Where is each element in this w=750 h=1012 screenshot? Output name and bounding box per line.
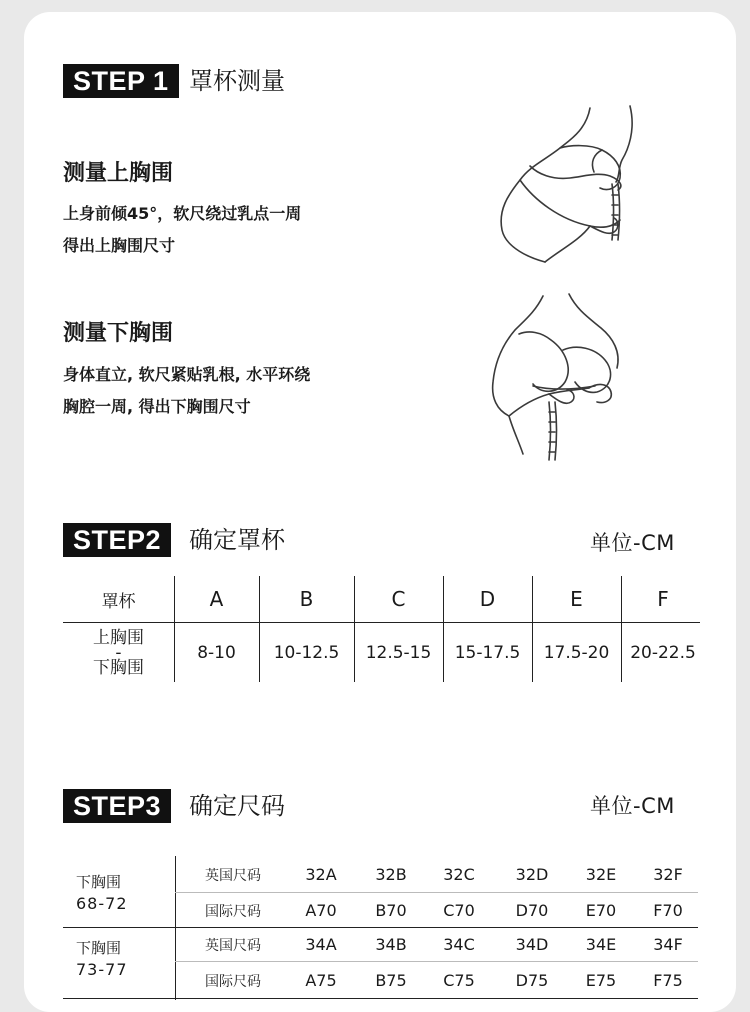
size-cell: 32F: [653, 865, 683, 884]
size-table-group-divider: [63, 998, 698, 999]
range-cell-a: 8-10: [197, 643, 236, 663]
cup-header-f: F: [657, 587, 669, 611]
cup-header-e: E: [570, 587, 583, 611]
size-cell: 34A: [305, 935, 337, 954]
size-cell: 32A: [305, 865, 337, 884]
size-group-1-range: 68-72: [76, 894, 128, 913]
uk-size-label: 英国尺码: [205, 868, 261, 884]
size-cell: B75: [375, 971, 407, 990]
size-cell: 34F: [653, 935, 683, 954]
size-cell: 32C: [443, 865, 475, 884]
under-bust-measure-illustration: [485, 290, 655, 465]
size-group-2-name: 下胸围: [76, 939, 122, 957]
size-cell: 32E: [585, 865, 617, 884]
step2-unit: 单位-CM: [590, 531, 675, 555]
size-cell: A75: [305, 971, 337, 990]
size-table-group-divider: [63, 927, 698, 928]
step3-title: 确定尺码: [189, 792, 285, 820]
size-cell: 34B: [375, 935, 407, 954]
step2-title: 确定罩杯: [189, 526, 285, 554]
under-bust-title: 测量下胸围: [63, 321, 174, 346]
step2-badge: STEP2: [63, 523, 171, 557]
bust-difference-label-dash: -: [115, 643, 122, 663]
size-cell: C70: [443, 901, 475, 920]
upper-bust-title: 测量上胸围: [63, 161, 174, 186]
cup-header-a: A: [209, 587, 224, 611]
size-cell: 32B: [375, 865, 407, 884]
range-cell-f: 20-22.5: [630, 643, 696, 663]
cup-header-c: C: [391, 587, 406, 611]
bust-difference-label-top: 上胸围: [93, 628, 144, 648]
step3-unit: 单位-CM: [590, 794, 675, 818]
size-cell: F70: [653, 901, 683, 920]
bust-difference-label-bottom: 下胸围: [93, 658, 144, 678]
size-group-1-name: 下胸围: [76, 873, 122, 891]
size-cell: D70: [515, 901, 549, 920]
size-cell: E75: [585, 971, 617, 990]
size-table-row-divider: [175, 892, 698, 893]
upper-bust-measure-illustration: [490, 100, 670, 265]
upper-bust-desc-line-2: 得出上胸围尺寸: [63, 236, 176, 255]
cup-header-b: B: [299, 587, 314, 611]
range-cell-d: 15-17.5: [454, 643, 521, 663]
size-cell: 34C: [443, 935, 475, 954]
size-cell: 34E: [585, 935, 617, 954]
under-bust-desc-line-1: 身体直立, 软尺紧贴乳根, 水平环绕: [63, 365, 311, 384]
upper-bust-desc: [63, 198, 301, 262]
size-table-row-divider: [175, 961, 698, 962]
step3-badge: STEP3: [63, 789, 171, 823]
size-table-col-line: [175, 856, 176, 1000]
size-group-1-label: [76, 871, 128, 915]
size-cell: A70: [305, 901, 337, 920]
size-cell: 34D: [515, 935, 549, 954]
range-cell-e: 17.5-20: [543, 643, 610, 663]
step1-title: 罩杯测量: [189, 67, 285, 95]
range-cell-c: 12.5-15: [365, 643, 432, 663]
cup-header-d: D: [479, 587, 496, 611]
step1-badge: STEP 1: [63, 64, 179, 98]
size-group-2-range: 73-77: [76, 960, 128, 979]
intl-size-label: 国际尺码: [205, 904, 261, 920]
bust-difference-label: [63, 623, 174, 683]
upper-bust-desc-line-1: 上身前倾45°，软尺绕过乳点一周: [63, 204, 302, 223]
range-cell-b: 10-12.5: [273, 643, 340, 663]
size-cell: D75: [515, 971, 549, 990]
size-cell: B70: [375, 901, 407, 920]
size-cell: C75: [443, 971, 475, 990]
uk-size-label: 英国尺码: [205, 938, 261, 954]
size-group-2-label: [76, 937, 128, 981]
size-cell: E70: [585, 901, 617, 920]
cup-header-label: 罩杯: [101, 591, 136, 612]
size-cell: F75: [653, 971, 683, 990]
under-bust-desc-line-2: 胸腔一周, 得出下胸围尺寸: [63, 397, 251, 416]
intl-size-label: 国际尺码: [205, 974, 261, 990]
size-cell: 32D: [515, 865, 549, 884]
under-bust-desc: [63, 359, 310, 423]
